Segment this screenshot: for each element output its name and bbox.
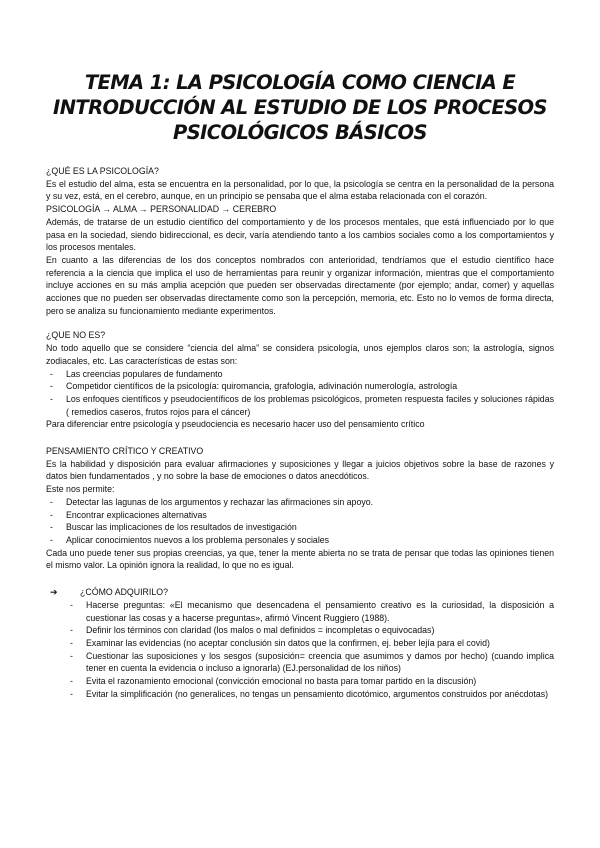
list-item-text: Hacerse preguntas: «El mecanismo que desencadena el pensamiento creativo es la curiosidad, la disposición a cuestionar las cosas y a hacerse preguntas», afirmó Vincent Ruggiero (1988). xyxy=(86,599,554,623)
paragraph: Este nos permite: xyxy=(46,484,115,495)
paragraph: Es el estudio del alma, esta se encuentra en la personalidad, por lo que, la psicología se centra en la personalidad de la persona y su vez, está, en el cerebro, aunque, en un principio se pensaba que el alma estaba relacionada con el corazón. xyxy=(46,178,554,202)
list-item xyxy=(46,521,554,534)
list-item xyxy=(46,368,554,381)
section-como-adquirirlo xyxy=(46,586,554,700)
list-item xyxy=(66,675,554,688)
list-item-text: Buscar las implicaciones de los resultados de investigación xyxy=(66,522,297,533)
list-item-text: Evita el razonamiento emocional (convicción emocional no basta para tomar partido en la discusión) xyxy=(86,676,477,687)
list-item xyxy=(66,637,554,650)
dash-marker: - xyxy=(50,381,53,392)
list-item-text: Examinar las evidencias (no aceptar conclusión sin datos que la confirmen, ej. beber lejía para el covid) xyxy=(86,637,490,648)
paragraph: Además, de tratarse de un estudio científico del comportamiento y de los procesos mentales, que está influenciado por lo que pasa en la sociedad, siendo bidireccional, es decir, varía atendiendo tanto a los cambios sociales como a los comportamientos y los procesos mentales. xyxy=(46,216,554,253)
list-item xyxy=(46,509,554,522)
section-que-no-es xyxy=(46,329,554,431)
section-heading: PENSAMIENTO CRÍTICO Y CREATIVO xyxy=(46,446,204,457)
dash-marker: - xyxy=(70,688,73,699)
bullet-list xyxy=(46,599,554,701)
paragraph: No todo aquello que se considere “ciencia del alma” se considera psicología, unos ejemplos claros son; la astrología, signos zodiacales, etc. Las características de estas son: xyxy=(46,343,554,366)
dash-marker: - xyxy=(50,534,53,545)
list-item xyxy=(46,534,554,547)
section-pensamiento-critico xyxy=(46,445,554,572)
paragraph: En cuanto a las diferencias de los dos conceptos nombrados con anterioridad, tendríamos que el estudio científico hace referencia a la ciencia que implica el uso de herramientas para reunir y organizar información, mientras que el comportamiento incluye acciones en su más amplia acepción que pueden ser observadas directamente (por ejemplo; andar, comer) y aquellas acciones que no pueden ser observadas directamente como son la percepción, memoria, etc. Esto no lo vemos de forma directa, pero se analiza su funcionamiento mediante experimentos. xyxy=(46,254,554,316)
paragraph: Cada uno puede tener sus propias creencias, ya que, tener la mente abierta no se trata de pensar que todas las opiniones tienen el mismo valor. La opinión ignora la realidad, lo que no es igual. xyxy=(46,547,554,571)
section-heading: ¿CÓMO ADQUIRILO? xyxy=(80,587,168,598)
paragraph: Es la habilidad y disposición para evaluar afirmaciones y suposiciones y llegar a juicios objetivos sobre la base de razones y datos bien fundamentados , y no sobre la base de emociones o datos anecdóticos. xyxy=(46,458,554,482)
title-line-3: PSICOLÓGICOS BÁSICOS xyxy=(173,121,427,144)
list-item-text: Detectar las lagunas de los argumentos y rechazar las afirmaciones sin apoyo. xyxy=(66,496,374,507)
list-item xyxy=(46,496,554,509)
dash-marker: - xyxy=(70,676,73,687)
list-item-text: Cuestionar las suposiciones y los sesgos (suposición= creencia que asumimos y damos por hecho) (cuando implica tener en cuenta la evidencia o incluso a ignorarla) (EJ.personalidad de los niños) xyxy=(86,650,554,674)
list-item-text: Definir los términos con claridad (los malos o mal definidos = incompletas o equivocadas) xyxy=(86,625,435,636)
section-heading: ¿QUÉ ES LA PSICOLOGÍA? xyxy=(46,166,159,176)
document-title xyxy=(46,70,554,145)
dash-marker: - xyxy=(70,599,73,610)
dash-marker: - xyxy=(70,650,73,661)
section-que-es xyxy=(46,165,554,317)
paragraph: Para diferenciar entre psicología y pseudociencia es necesario hacer uso del pensamiento crítico xyxy=(46,419,425,430)
dash-marker: - xyxy=(50,393,53,404)
list-item xyxy=(66,650,554,675)
list-item xyxy=(46,393,554,418)
dash-marker: - xyxy=(70,625,73,636)
title-line-1: TEMA 1: LA PSICOLOGÍA COMO CIENCIA E xyxy=(84,71,516,94)
concept-chain: PSICOLOGÍA → ALMA → PERSONALIDAD → CEREBRO xyxy=(46,204,277,215)
arrow-icon: ➔ xyxy=(50,587,58,598)
section-heading: ¿QUE NO ES? xyxy=(46,330,106,341)
title-line-2: INTRODUCCIÓN AL ESTUDIO DE LOS PROCESOS xyxy=(53,96,547,119)
dash-marker: - xyxy=(50,522,53,533)
list-item xyxy=(46,380,554,393)
list-item xyxy=(66,624,554,637)
dash-marker: - xyxy=(50,496,53,507)
subsection-heading-row xyxy=(46,586,554,599)
list-item xyxy=(66,688,554,701)
dash-marker: - xyxy=(50,368,53,379)
list-item-text: Las creencias populares de fundamento xyxy=(66,368,223,379)
list-item-text: Aplicar conocimientos nuevos a los problema personales y sociales xyxy=(66,534,330,545)
list-item xyxy=(66,599,554,624)
list-item-text: Competidor científicos de la psicología: quiromancia, grafología, adivinación numerología, astrología xyxy=(66,381,458,392)
bullet-list xyxy=(46,368,554,419)
list-item-text: Los enfoques científicos y pseudocientíficos de los problemas psicológicos, prometen respuesta faciles y soluciones rápidas ( remedios caseros, frutos rojos para el cáncer) xyxy=(66,393,554,417)
dash-marker: - xyxy=(70,637,73,648)
list-item-text: Evitar la simplificación (no generalices, no tengas un pensamiento dicotómico, argumentos construidos por anécdotas) xyxy=(86,688,549,699)
list-item-text: Encontrar explicaciones alternativas xyxy=(66,509,207,520)
dash-marker: - xyxy=(50,509,53,520)
bullet-list xyxy=(46,496,554,547)
